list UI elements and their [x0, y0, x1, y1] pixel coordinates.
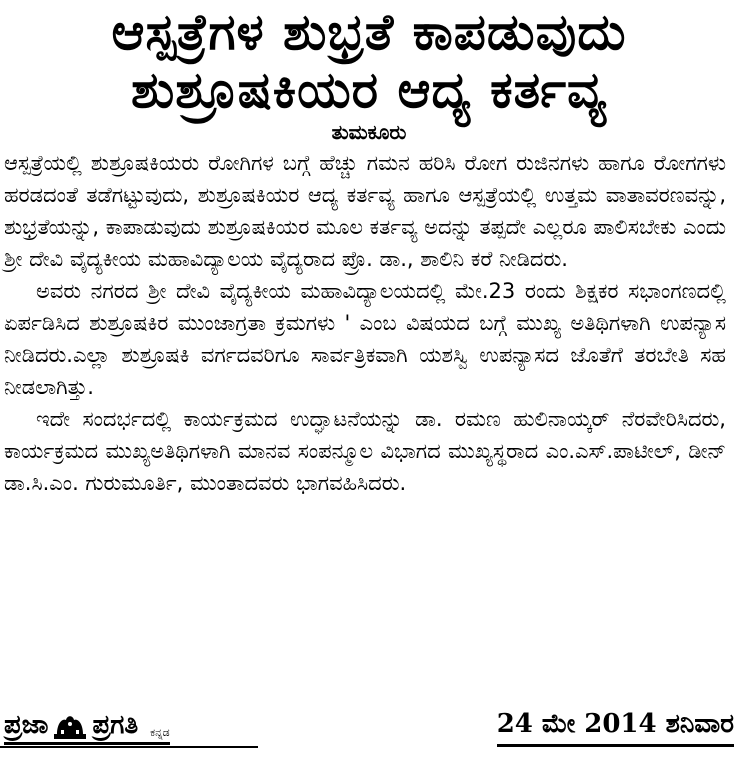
masthead-word-2: ಪ್ರಗತಿ [92, 710, 139, 740]
paragraph-2: ಅವರು ನಗರದ ಶ್ರೀ ದೇವಿ ವೈದ್ಯಕೀಯ ಮಹಾವಿದ್ಯಾಲಯದಲ್ಲಿ ಮೇ.23 ರಂದು ಶಿಕ್ಷಕರ ಸಭಾಂಗಣದಲ್ಲಿ ಏರ್ಪಡಿಸಿದ ಶುಶ್ರೂಷಕಿರ ಮುಂಜಾಗ್ರತಾ ಕ್ರಮಗಳು ' ಎಂಬ ವಿಷಯದ ಬಗ್ಗೆ ಮುಖ್ಯ ಅತಿಥಿಗಳಾಗಿ ಉಪನ್ಯಾಸ ನೀಡಿದರು.ಎಲ್ಲಾ ಶುಶ್ರೂಷಕಿ ವರ್ಗದವರಿಗೂ ಸಾರ್ವತ್ರಿಕವಾಗಿ ಯಶಸ್ವಿ ಉಪನ್ಯಾಸದ ಜೊತೆಗೆ ತರಬೇತಿ ಸಹ ನೀಡಲಾಗಿತ್ತು. [4, 279, 726, 399]
paragraph-1: ಆಸ್ಪತ್ರೆಯಲ್ಲಿ ಶುಶ್ರೂಷಕಿಯರು ರೋಗಿಗಳ ಬಗ್ಗೆ ಹೆಚ್ಚು ಗಮನ ಹರಿಸಿ ರೋಗ ರುಜಿನಗಳು ಹಾಗೂ ರೋಗಗಳು ಹರಡದಂತೆ ತಡೆಗಟ್ಟುವುದು, ಶುಶ್ರೂಷಕಿಯರ ಆದ್ಯ ಕರ್ತವ್ಯ ಹಾಗೂ ಆಸ್ಪತ್ರೆಯಲ್ಲಿ ಉತ್ತಮ ವಾತಾವರಣವನ್ನು, ಶುಭ್ರತೆಯನ್ನು, ಕಾಪಾಡುವುದು ಶುಶ್ರೂಷಕಿಯರ ಮೂಲ ಕರ್ತವ್ಯ ಅದನ್ನು ತಪ್ಪದೇ ಎಲ್ಲರೂ ಪಾಲಿಸಬೇಕು ಎಂದು ಶ್ರೀ ದೇವಿ ವೈದ್ಯಕೀಯ ಮಹಾವಿದ್ಯಾಲಯ ವೈದ್ಯರಾದ ಪ್ರೊ. ಡಾ., ಶಾಲಿನಿ ಕರೆ ನೀಡಿದರು. [4, 151, 727, 271]
paragraph-3: ಇದೇ ಸಂದರ್ಭದಲ್ಲಿ ಕಾರ್ಯಕ್ರಮದ ಉದ್ಘಾಟನೆಯನ್ನು ಡಾ. ರಮಣ ಹುಲಿನಾಯ್ಕರ್ ನೆರವೇರಿಸಿದರು, ಕಾರ್ಯಕ್ರಮದ ಮುಖ್ಯಅತಿಥಿಗಳಾಗಿ ಮಾನವ ಸಂಪನ್ಮೂಲ ವಿಭಾಗದ ಮುಖ್ಯಸ್ಥರಾದ ಎಂ.ಎಸ್.ಪಾಟೀಲ್, ಡೀನ್ ಡಾ.ಸಿ.ಎಂ. ಗುರುಮೂರ್ತಿ, ಮುಂತಾದವರು ಭಾಗವಹಿಸಿದರು. [4, 407, 726, 495]
footer [0, 704, 738, 754]
masthead-rule [0, 746, 258, 748]
newspaper-masthead [4, 708, 170, 745]
lion-emblem-icon [52, 710, 88, 740]
article-body [4, 147, 726, 499]
headline-line-1: ಆಸ್ಪತ್ರೆಗಳ ಶುಭ್ರತೆ ಕಾಪಡುವುದು [111, 3, 627, 61]
masthead-word-1: ಪ್ರಜಾ [4, 710, 49, 740]
headline-line-2: ಶುಶ್ರೂಷಕಿಯರ ಆದ್ಯ ಕರ್ತವ್ಯ [130, 61, 608, 119]
publication-date: 24 ಮೇ 2014 ಶನಿವಾರ [497, 708, 734, 747]
masthead-language: ಕನ್ನಡ [150, 726, 170, 739]
dateline: ತುಮಕೂರು [331, 120, 407, 144]
